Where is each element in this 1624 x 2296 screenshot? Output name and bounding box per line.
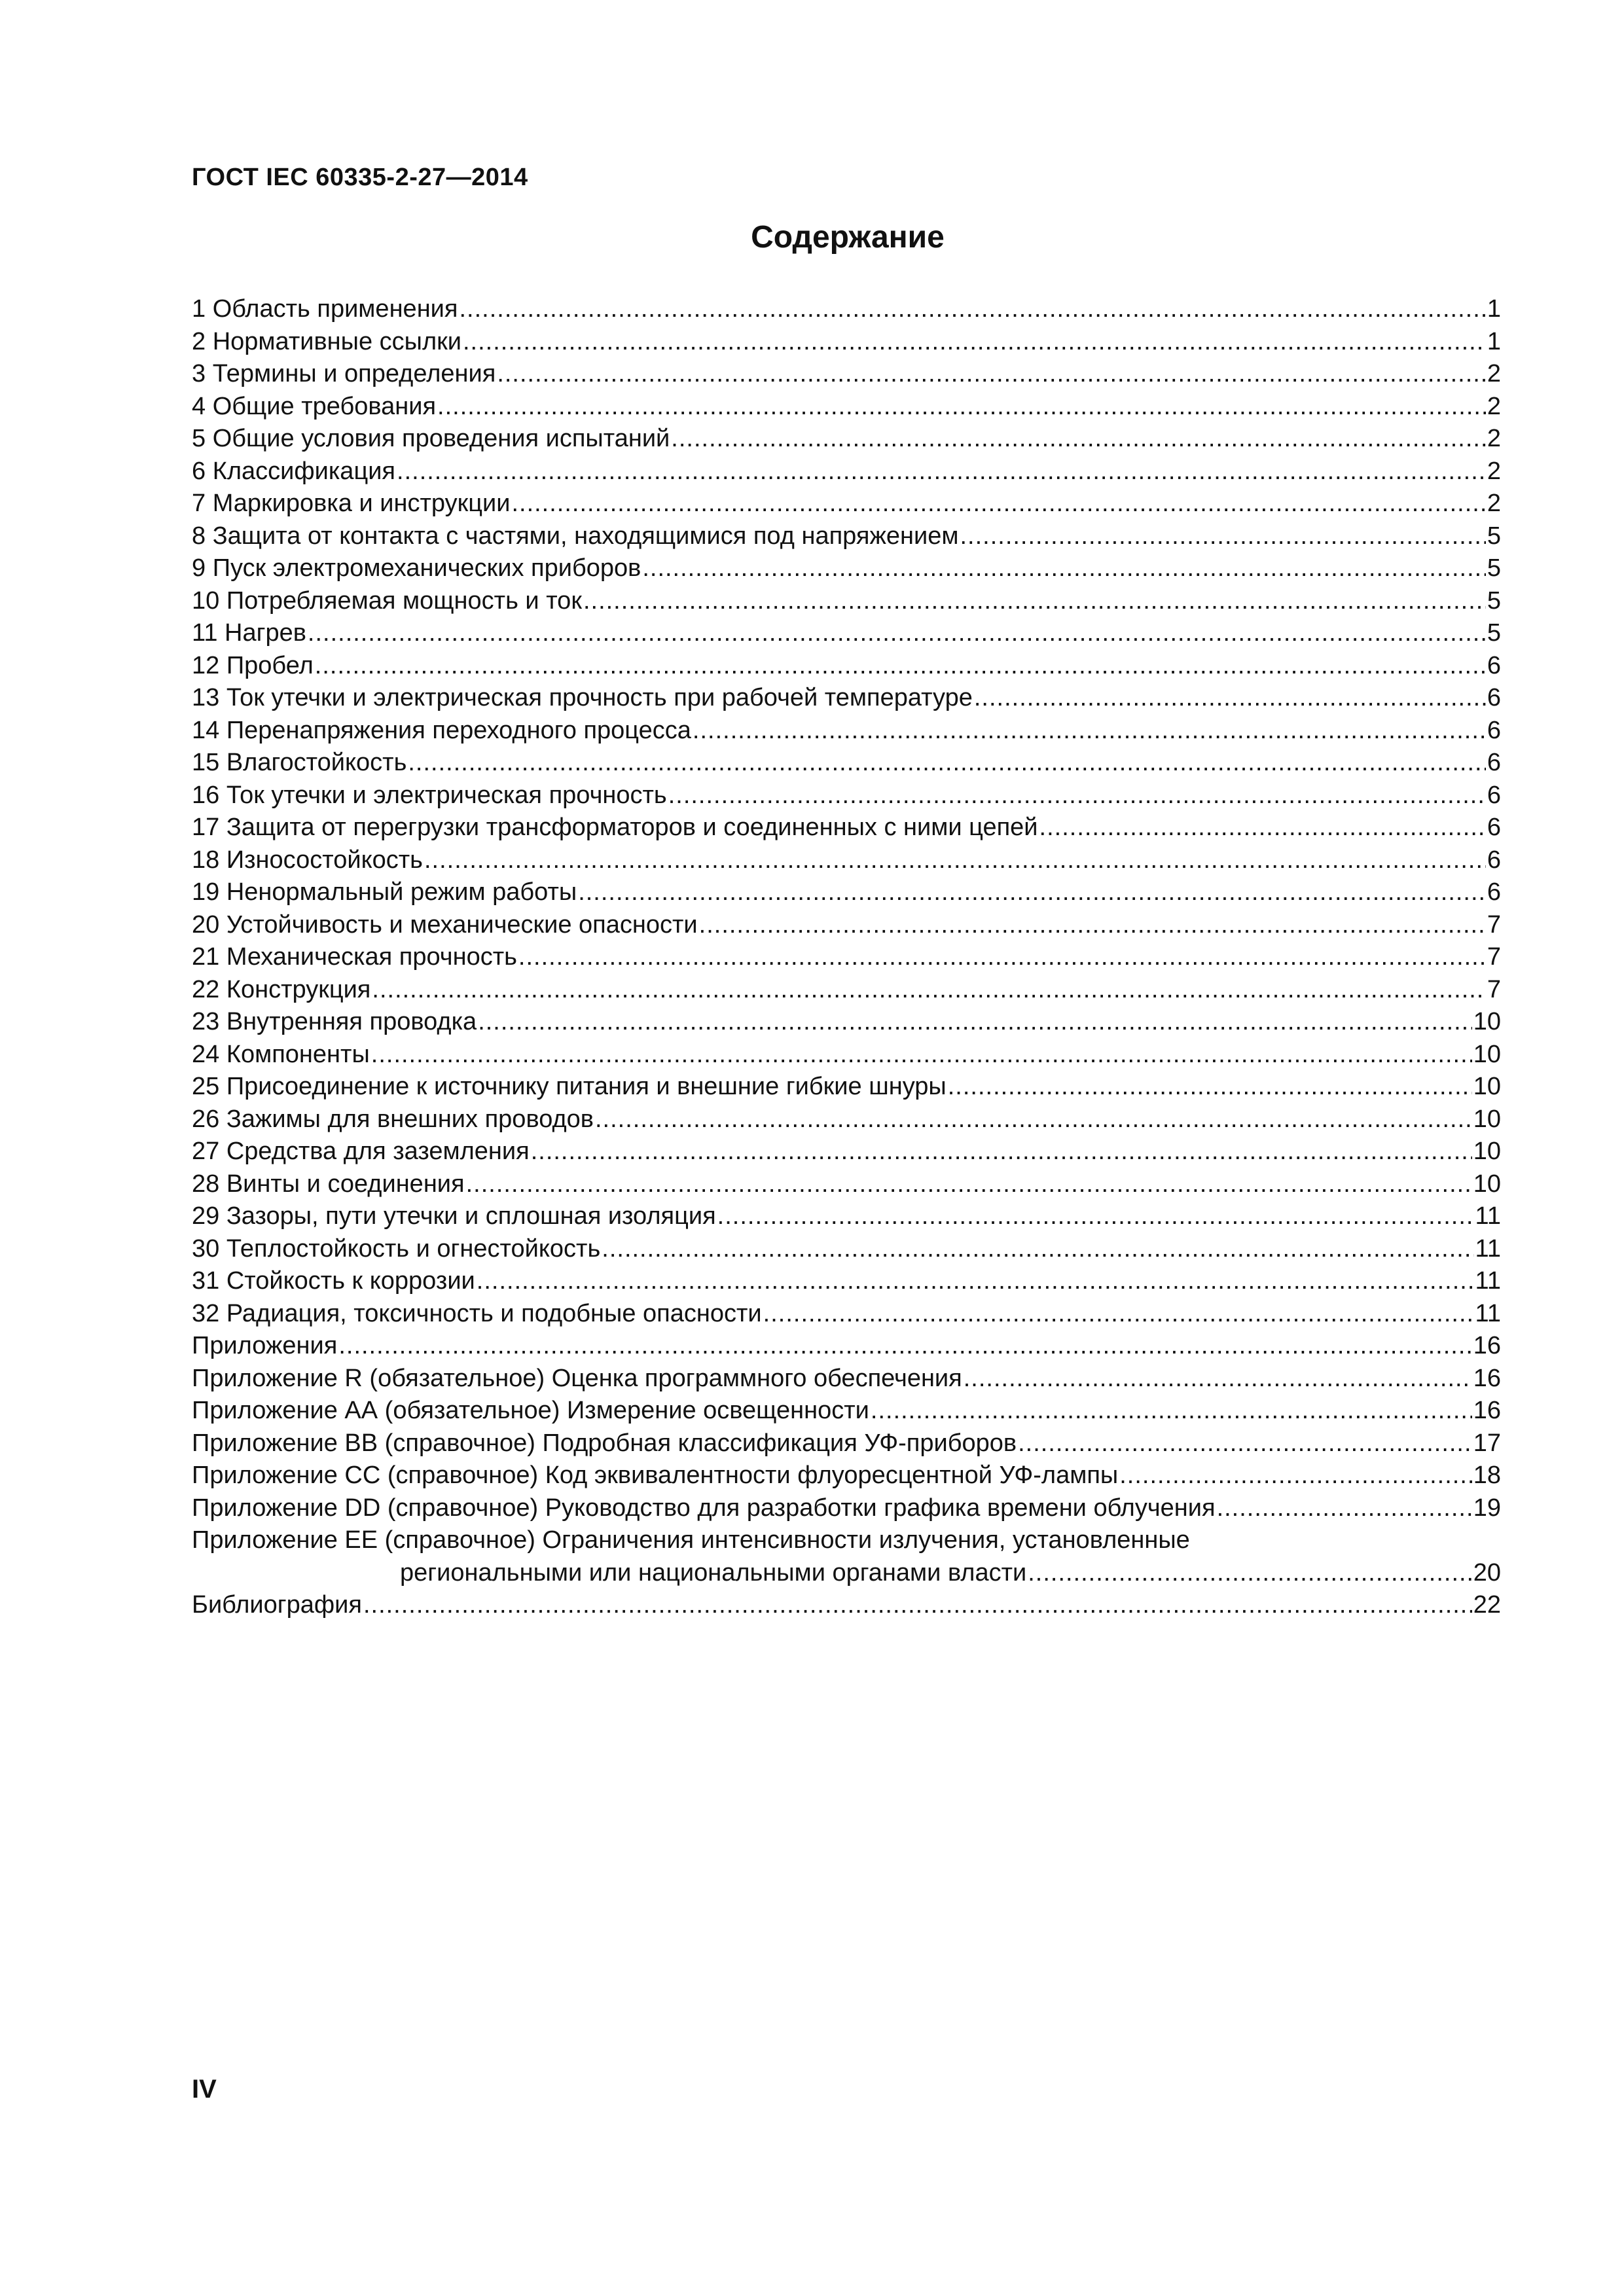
toc-dot-leader [478, 1006, 1472, 1039]
toc-entry[interactable] [192, 520, 1501, 553]
toc-entry-page: 6 [1487, 781, 1501, 809]
toc-entry[interactable] [192, 1557, 1501, 1590]
toc-entry-label: 28 Винты и соединения [192, 1170, 465, 1198]
toc-entry-label: 19 Ненормальный режим работы [192, 878, 577, 906]
table-of-contents [192, 293, 1501, 1622]
document-header: ГОСТ IEC 60335-2-27—2014 [192, 164, 528, 191]
toc-dot-leader [717, 1200, 1474, 1233]
toc-entry-page: 6 [1487, 846, 1501, 874]
toc-dot-leader [397, 456, 1486, 488]
toc-entry-label: 8 Защита от контакта с частями, находящимися под напряжением [192, 522, 959, 550]
toc-entry-label: 22 Конструкция [192, 975, 371, 1003]
toc-entry-label: 7 Маркировка и инструкции [192, 490, 511, 517]
toc-dot-leader [642, 552, 1486, 585]
toc-entry[interactable] [192, 1363, 1501, 1395]
toc-entry-page: 18 [1473, 1462, 1501, 1489]
toc-entry[interactable] [192, 552, 1501, 585]
toc-entry-page: 2 [1487, 457, 1501, 485]
toc-entry[interactable] [192, 1168, 1501, 1201]
toc-entry-page: 16 [1473, 1332, 1501, 1359]
toc-entry-page: 7 [1487, 910, 1501, 939]
toc-entry-page: 10 [1473, 1040, 1501, 1068]
toc-dot-leader [974, 682, 1486, 715]
toc-entry-page: 6 [1487, 878, 1501, 906]
toc-dot-leader [578, 876, 1486, 909]
toc-dot-leader [1217, 1492, 1472, 1525]
toc-dot-leader [693, 715, 1486, 747]
toc-entry[interactable] [192, 1395, 1501, 1427]
toc-entry-page: 1 [1487, 327, 1501, 355]
toc-entry-page: 2 [1487, 425, 1501, 452]
toc-entry-label: 23 Внутренняя проводка [192, 1008, 477, 1035]
toc-entry[interactable] [192, 909, 1501, 942]
toc-entry-label: 30 Теплостойкость и огнестойкость [192, 1234, 601, 1263]
toc-entry-page: 10 [1473, 1008, 1501, 1035]
toc-entry-page: 6 [1487, 716, 1501, 744]
toc-entry[interactable] [192, 1071, 1501, 1103]
toc-dot-leader [408, 747, 1485, 780]
toc-entry-page: 6 [1487, 684, 1501, 711]
toc-entry[interactable] [192, 488, 1501, 520]
toc-entry-page: 5 [1487, 554, 1501, 582]
toc-entry-page: 11 [1475, 1202, 1501, 1230]
toc-dot-leader [960, 520, 1485, 553]
toc-entry-label: 2 Нормативные ссылки [192, 327, 461, 355]
toc-entry-page: 6 [1487, 814, 1501, 841]
toc-dot-leader [511, 488, 1485, 520]
toc-entry-label: 31 Стойкость к коррозии [192, 1267, 475, 1295]
toc-entry-label: 26 Зажимы для внешних проводов [192, 1105, 594, 1133]
toc-entry[interactable] [192, 1006, 1501, 1039]
toc-entry-label: 4 Общие требования [192, 392, 437, 420]
toc-entry-label: Приложение АА (обязательное) Измерение освещенности [192, 1397, 869, 1424]
toc-entry[interactable] [192, 585, 1501, 618]
toc-dot-leader [602, 1233, 1473, 1266]
toc-dot-leader [948, 1071, 1472, 1103]
toc-entry[interactable] [192, 974, 1501, 1007]
toc-entry-label: 24 Компоненты [192, 1040, 370, 1068]
toc-entry-label: 10 Потребляемая мощность и ток [192, 586, 582, 615]
toc-entry-page: 16 [1473, 1397, 1501, 1424]
toc-entry-label: Приложения [192, 1332, 338, 1359]
toc-entry-label: Приложение СС (справочное) Код эквивалентности флуоресцентной УФ-лампы [192, 1462, 1119, 1489]
toc-entry[interactable] [192, 1492, 1501, 1525]
toc-entry-page: 17 [1473, 1429, 1501, 1457]
toc-dot-leader [699, 909, 1486, 942]
toc-entry[interactable] [192, 391, 1501, 423]
toc-entry-label: 12 Пробел [192, 651, 314, 679]
toc-entry[interactable] [192, 617, 1501, 650]
toc-entry-label: 15 Влагостойкость [192, 749, 407, 776]
toc-entry-label: 11 Нагрев [192, 619, 306, 647]
toc-entry[interactable] [192, 1298, 1501, 1331]
toc-entry[interactable] [192, 876, 1501, 909]
toc-entry-label: 13 Ток утечки и электрическая прочность при рабочей температуре [192, 684, 973, 711]
toc-dot-leader [1028, 1557, 1472, 1590]
toc-dot-leader [1119, 1460, 1471, 1492]
toc-entry[interactable] [192, 1524, 1501, 1557]
toc-entry-page: 10 [1473, 1105, 1501, 1133]
toc-entry-page: 20 [1473, 1558, 1501, 1587]
toc-entry[interactable] [192, 1039, 1501, 1071]
toc-entry-label: 27 Средства для заземления [192, 1138, 530, 1165]
toc-dot-leader [964, 1363, 1472, 1395]
toc-entry[interactable] [192, 747, 1501, 780]
toc-entry-page: 2 [1487, 360, 1501, 387]
toc-entry-page: 5 [1487, 586, 1501, 615]
toc-entry[interactable] [192, 293, 1501, 326]
toc-entry[interactable] [192, 682, 1501, 715]
toc-entry-page: 22 [1473, 1591, 1501, 1619]
toc-entry-page: 2 [1487, 490, 1501, 517]
toc-entry-page: 10 [1473, 1073, 1501, 1100]
toc-entry[interactable] [192, 780, 1501, 812]
toc-dot-leader [477, 1265, 1474, 1298]
toc-entry-page: 6 [1487, 749, 1501, 776]
toc-entry-page: 19 [1473, 1494, 1501, 1522]
toc-entry[interactable] [192, 812, 1501, 844]
toc-dot-leader [583, 585, 1486, 618]
toc-title: Содержание [751, 220, 945, 255]
toc-entry[interactable] [192, 1265, 1501, 1298]
toc-dot-leader [763, 1298, 1474, 1331]
toc-entry-label: 9 Пуск электромеханических приборов [192, 554, 641, 582]
toc-entry[interactable] [192, 941, 1501, 974]
toc-dot-leader [363, 1589, 1472, 1622]
toc-dot-leader [1018, 1427, 1472, 1460]
toc-dot-leader [531, 1136, 1472, 1168]
toc-dot-leader [437, 391, 1486, 423]
toc-dot-leader [518, 941, 1486, 974]
toc-entry-page: 7 [1487, 943, 1501, 971]
toc-entry[interactable] [192, 715, 1501, 747]
toc-entry-label: Приложение R (обязательное) Оценка программного обеспечения [192, 1364, 962, 1392]
toc-entry[interactable] [192, 1460, 1501, 1492]
toc-entry[interactable] [192, 358, 1501, 391]
toc-entry-page: 16 [1473, 1364, 1501, 1392]
toc-entry[interactable] [192, 650, 1501, 683]
toc-entry-page: 2 [1487, 392, 1501, 420]
toc-dot-leader [668, 780, 1486, 812]
toc-entry-label: 21 Механическая прочность [192, 943, 517, 971]
toc-entry[interactable] [192, 423, 1501, 456]
page-number: IV [192, 2075, 217, 2104]
toc-entry-page: 11 [1475, 1299, 1501, 1327]
toc-entry[interactable] [192, 1589, 1501, 1622]
toc-dot-leader [459, 293, 1485, 326]
toc-dot-leader [424, 844, 1486, 877]
toc-entry-label: 16 Ток утечки и электрическая прочность [192, 781, 667, 809]
toc-dot-leader [371, 1039, 1472, 1071]
toc-entry-label: 29 Зазоры, пути утечки и сплошная изоляция [192, 1202, 716, 1230]
toc-entry-page: 10 [1473, 1138, 1501, 1165]
toc-entry-page: 11 [1475, 1267, 1501, 1295]
toc-entry-page: 6 [1487, 651, 1501, 679]
toc-entry[interactable] [192, 1200, 1501, 1233]
toc-dot-leader [315, 650, 1486, 683]
toc-entry-label: Библиография [192, 1591, 362, 1619]
toc-entry-label: 5 Общие условия проведения испытаний [192, 425, 670, 452]
toc-entry-label: 18 Износостойкость [192, 846, 423, 874]
toc-entry[interactable] [192, 1103, 1501, 1136]
toc-entry[interactable] [192, 1427, 1501, 1460]
toc-entry[interactable] [192, 844, 1501, 877]
toc-entry-label: Приложение DD (справочное) Руководство для разработки графика времени облучения [192, 1494, 1216, 1522]
toc-entry-label: Приложение ЕЕ (справочное) Ограничения интенсивности излучения, установленные [192, 1526, 1190, 1554]
toc-dot-leader [671, 423, 1486, 456]
toc-dot-leader [871, 1395, 1472, 1427]
toc-entry[interactable] [192, 1330, 1501, 1363]
toc-entry[interactable] [192, 326, 1501, 359]
toc-dot-leader [372, 974, 1485, 1007]
toc-entry-label: 14 Перенапряжения переходного процесса [192, 716, 691, 744]
toc-entry-label: Приложение ВВ (справочное) Подробная классификация УФ-приборов [192, 1429, 1017, 1457]
toc-entry-page: 5 [1487, 619, 1501, 647]
toc-entry-label: 32 Радиация, токсичность и подобные опасности [192, 1299, 762, 1327]
toc-dot-leader [308, 617, 1486, 650]
toc-entry-label: 25 Присоединение к источнику питания и внешние гибкие шнуры [192, 1073, 947, 1100]
toc-entry[interactable] [192, 1233, 1501, 1266]
toc-dot-leader [1039, 812, 1486, 844]
toc-entry[interactable] [192, 1136, 1501, 1168]
toc-entry-label: 20 Устойчивость и механические опасности [192, 910, 698, 939]
toc-entry-page: 11 [1475, 1234, 1501, 1263]
toc-entry-label: 3 Термины и определения [192, 360, 496, 387]
toc-dot-leader [497, 358, 1486, 391]
toc-entry-label: 6 Классификация [192, 457, 396, 485]
toc-entry-page: 7 [1487, 975, 1501, 1003]
toc-dot-leader [466, 1168, 1472, 1201]
toc-entry-label: 17 Защита от перегрузки трансформаторов и соединенных с ними цепей [192, 814, 1038, 841]
toc-entry-page: 10 [1473, 1170, 1501, 1198]
toc-entry-label: 1 Область применения [192, 295, 458, 323]
toc-dot-leader [338, 1330, 1471, 1363]
toc-entry-page: 1 [1487, 295, 1501, 323]
toc-dot-leader [463, 326, 1486, 359]
toc-entry-label: региональными или национальными органами власти [400, 1558, 1027, 1587]
toc-entry[interactable] [192, 456, 1501, 488]
toc-entry-page: 5 [1487, 522, 1501, 550]
toc-dot-leader [595, 1103, 1472, 1136]
